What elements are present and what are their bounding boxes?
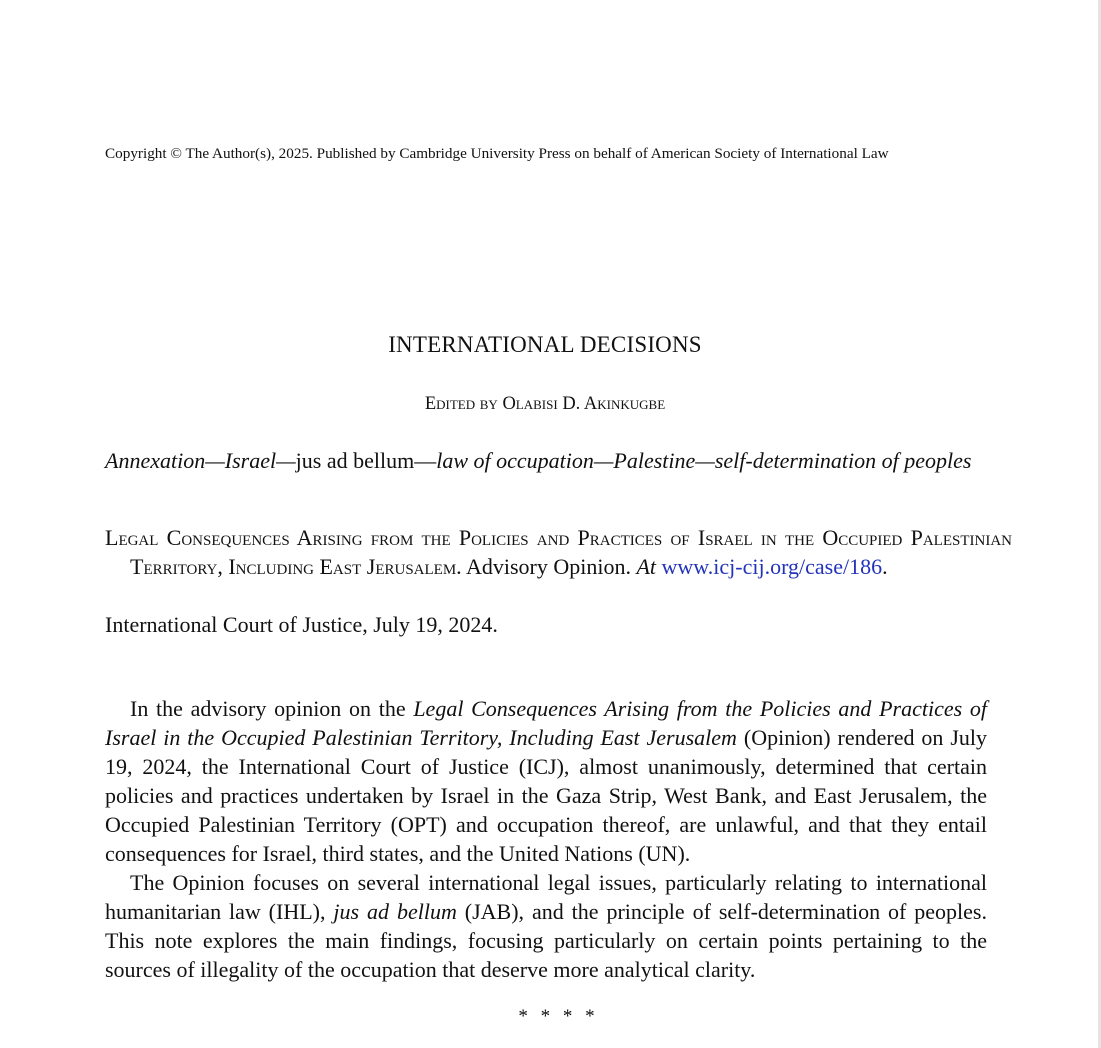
paragraph-2-part-1: The Opinion focuses on several international legal issues, particularly relating to international humanitarian law (IHL), xyxy=(105,870,987,924)
section-title: INTERNATIONAL DECISIONS xyxy=(388,332,702,357)
body-text xyxy=(105,694,987,984)
keywords-line xyxy=(105,446,1009,475)
keywords-part-2: jus ad bellum— xyxy=(295,448,437,473)
case-title-end: . Advisory Opinion. xyxy=(456,554,637,579)
court-line: International Court of Justice, July 19, 2024. xyxy=(105,612,498,637)
paragraph-1-title: Legal Consequences Arising from the Policies and Practices of Israel in the Occupied Palestinian Territory, Including East Jerusalem xyxy=(105,696,987,750)
case-url-end: . xyxy=(882,554,888,579)
paragraph-2-part-2: (JAB), and the principle of self-determination of peoples. This note explores the main findings, focusing particularly on certain points pertaining to the sources of illegality of the occupation that deserve more analytical clarity. xyxy=(105,899,987,982)
paragraph-1-intro: In the advisory opinion on the xyxy=(130,696,414,721)
keywords-part-1: Annexation—Israel— xyxy=(105,448,296,473)
case-title: Legal Consequences Arising from the Policies and Practices of Israel in the Occupied Palestinian Territory, Including East Jerusalem xyxy=(105,525,1012,579)
paragraph-2 xyxy=(105,868,987,984)
keywords-part-3: law of occupation—Palestine—self-determination of peoples xyxy=(436,448,972,473)
copyright-notice: Copyright © The Author(s), 2025. Published by Cambridge University Press on behalf of American Society of International Law xyxy=(105,145,889,162)
paragraph-2-jab: jus ad bellum xyxy=(333,899,457,924)
section-separator: * * * * xyxy=(518,1006,599,1027)
case-citation xyxy=(105,523,1012,581)
case-at-label: At xyxy=(636,554,657,579)
paragraph-1 xyxy=(105,694,987,868)
case-url-link[interactable]: www.icj-cij.org/case/186 xyxy=(661,554,883,579)
editor-line: Edited by Olabisi D. Akinkugbe xyxy=(424,394,666,414)
paragraph-1-rest: (Opinion) rendered on July 19, 2024, the International Court of Justice (ICJ), almost unanimously, determined that certain policies and practices undertaken by Israel in the Gaza Strip, West Bank, and East Jerusalem, the Occupied Palestinian Territory (OPT) and occupation thereof, are unlawful, and that they entail consequences for Israel, third states, and the United Nations (UN). xyxy=(105,725,988,866)
